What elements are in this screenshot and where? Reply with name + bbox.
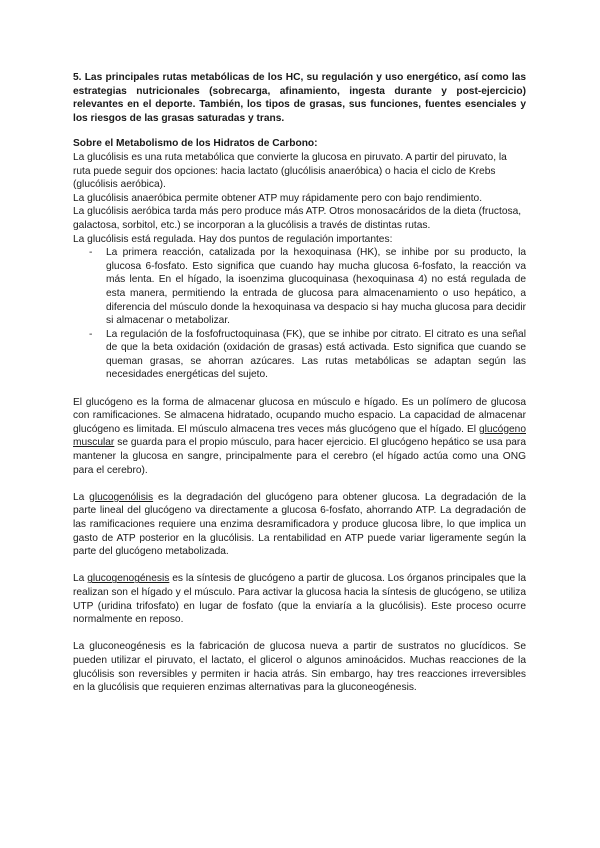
text-span: es la degradación del glucógeno para obtener glucosa. La degradación de la parte lineal del glucógeno va directamente a glucosa 6-fosfato, ahorrando ATP. La degradación de las ramificaciones requiere una enzima desramificadora y produce glucosa libre, lo que implica un gasto de ATP posterior en la glucólisis. La rentabilidad en ATP puede variar ligeramente según la parte del glucógeno metabolizada. [73,491,526,558]
glucogenolisis-paragraph [73,491,526,559]
text-span: La [73,491,90,503]
glucogenogenesis-paragraph [73,572,526,626]
list-item [73,328,526,382]
paragraph-spacer [73,477,526,491]
question-heading: 5. Las principales rutas metabólicas de los HC, su regulación y uso energético, así como las estrategias nutricionales (sobrecarga, afinamiento, ingesta durante y post-ejercicio) relevantes en el deporte. También, los tipos de grasas, sus funciones, fuentes esenciales y los riesgos de las grasas saturadas y trans. [73,72,526,124]
list-item-text: La primera reacción, catalizada por la hexoquinasa (HK), se inhibe por su producto, la glucosa 6-fosfato. Esto significa que cuando hay mucha glucosa 6-fosfato, la reacción va más lenta. En el hígado, la isoenzima glucoquinasa (hexoquinasa 4) no está regulada de esta manera, permitiendo la entrada de glucosa para almacenamiento o uso hepático, a diferencia del músculo donde la hexoquinasa va despacio si hay mucha glucosa para decidir si almacenar o metabolizar. [106,247,526,327]
underlined-term: glucógeno muscular [73,423,526,449]
text-span: El glucógeno es la forma de almacenar glucosa en músculo e hígado. Es un polímero de glucosa con ramificaciones. Se almacena hidratado, ocupando mucho espacio. La capacidad de almacenar glucógeno es limitada. El músculo almacena tres veces más glucógeno que el hígado. El [73,396,526,435]
underlined-term: glucogenogénesis [87,573,170,585]
glucolisis-regulation: La glucólisis está regulada. Hay dos puntos de regulación importantes: [73,233,393,245]
text-span: es la síntesis de glucógeno a partir de glucosa. Los órganos principales que la realizan son el hígado y el músculo. Para activar la glucosa hacia la síntesis de glucógeno, se utiliza UTP (uridina trifosfato) en lugar de fosfato (que la enviaría a la glucólisis). Este proceso ocurre normalmente en reposo. [73,573,526,626]
glucogeno-paragraph [73,396,526,478]
document-body [73,71,526,695]
gluconeogenesis-paragraph: La gluconeogénesis es la fabricación de glucosa nueva a partir de sustratos no glucídicos. Se pueden utilizar el piruvato, el lactato, el glicerol o algunos aminoácidos. Muchas reacciones de la glucólisis son reversibles y permiten ir hacia atrás. Sin embargo, hay tres reacciones irreversibles en la glucólisis que requieren enzimas alternativas para la gluconeogénesis. [73,641,526,694]
text-span: La [73,573,88,585]
list-item [73,246,526,328]
text-span: se guarda para el propio músculo, para hacer ejercicio. El glucógeno hepático se usa para mantener la glucosa en sangre, principalmente para el cerebro (el hígado actúa como una ONG para el cerebro). [73,437,526,476]
paragraph-spacer [73,559,526,573]
section-title: Sobre el Metabolismo de los Hidratos de Carbono: [73,138,318,150]
regulation-list [73,246,526,382]
bullet-marker: - [89,247,93,259]
paragraph-spacer [73,627,526,641]
glucolisis-aerobic: La glucólisis aeróbica tarda más pero produce más ATP. Otros monosacáridos de la dieta (fructosa, galactosa, sorbitol, etc.) se incorporan a la glucólisis a través de distintas rutas. [73,206,522,231]
glucolisis-anaerobic: La glucólisis anaeróbica permite obtener ATP muy rápidamente pero con bajo rendimiento. [73,192,483,204]
paragraph-spacer [73,382,526,396]
underlined-term: glucogenólisis [89,491,154,503]
bullet-marker: - [89,328,93,340]
glucolisis-intro: La glucólisis es una ruta metabólica que convierte la glucosa en piruvato. A partir del piruvato, la ruta puede seguir dos opciones: hacia lactato (glucólisis anaeróbica) o hacia el ciclo de Krebs (glucólisis aeróbica). [73,151,507,191]
list-item-text: La regulación de la fosfofructoquinasa (FK), que se inhibe por citrato. El citrato es una señal de que la beta oxidación (oxidación de grasas) está activada. Esto significa que cuando se queman grasas, se ahorran azúcares. Las rutas metabólicas se adaptan según las necesidades energéticas del sujeto. [106,328,526,381]
